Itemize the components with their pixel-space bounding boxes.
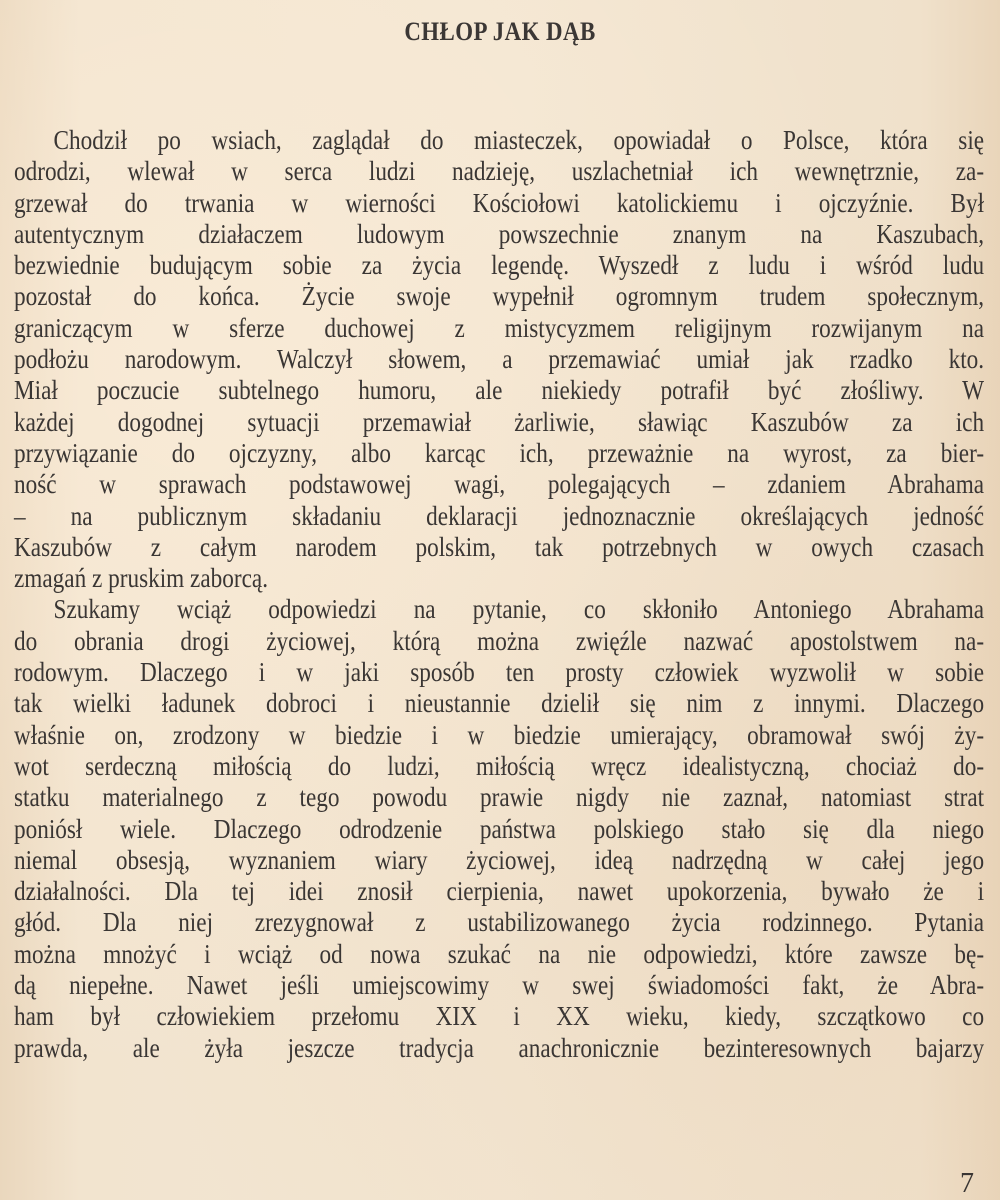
text-line: niemal obsesją, wyznaniem wiary życiowej, ideą nadrzędną w całej jego: [14, 844, 985, 875]
text-line: dą niepełne. Nawet jeśli umiejscowimy w swej świadomości fakt, że Abra-: [14, 970, 985, 1001]
text-line: do obrania drogi życiowej, którą można zwięźle nazwać apostolstwem na-: [14, 625, 985, 656]
text-line: Szukamy wciąż odpowiedzi na pytanie, co skłoniło Antoniego Abrahama: [53, 594, 985, 625]
text-line: ham był człowiekiem przełomu XIX i XX wieku, kiedy, szczątkowo co: [14, 1001, 985, 1032]
text-line: rodowym. Dlaczego i w jaki sposób ten prosty człowiek wyzwolił w sobie: [14, 657, 985, 688]
text-line: – na publicznym składaniu deklaracji jednoznacznie określających jedność: [14, 500, 985, 531]
text-line: każdej dogodnej sytuacji przemawiał żarliwie, sławiąc Kaszubów za ich: [14, 406, 985, 437]
text-line: poniósł wiele. Dlaczego odrodzenie państwa polskiego stało się dla niego: [14, 813, 985, 844]
text-line: działalności. Dla tej idei znosił cierpienia, nawet upokorzenia, bywało że i: [14, 876, 985, 907]
text-line: Kaszubów z całym narodem polskim, tak potrzebnych w owych czasach: [14, 531, 985, 562]
text-line: odrodzi, wlewał w serca ludzi nadzieję, uszlachetniał ich wewnętrznie, za-: [14, 156, 985, 187]
text-line: można mnożyć i wciąż od nowa szukać na nie odpowiedzi, które zawsze bę-: [14, 938, 985, 969]
text-line: graniczącym w sferze duchowej z mistycyzmem religijnym rozwijanym na: [14, 312, 985, 343]
text-line: Miał poczucie subtelnego humoru, ale niekiedy potrafił być złośliwy. W: [14, 375, 985, 406]
text-line: Chodził po wsiach, zaglądał do miasteczek, opowiadał o Polsce, która się: [53, 125, 985, 155]
text-line: tak wielki ładunek dobroci i nieustannie dzielił się nim z innymi. Dlaczego: [14, 688, 985, 719]
text-line: pozostał do końca. Życie swoje wypełnił ogromnym trudem społecznym,: [14, 281, 985, 312]
text-line: bezwiednie budującym sobie za życia legendę. Wyszedł z ludu i wśród ludu: [14, 250, 985, 281]
text-line: statku materialnego z tego powodu prawie nigdy nie zaznał, natomiast strat: [14, 782, 985, 813]
text-line: prawda, ale żyła jeszcze tradycja anachronicznie bezinteresownych bajarzy: [14, 1032, 985, 1063]
body-text: [14, 125, 984, 1064]
page-number: 7: [960, 1168, 974, 1199]
text-line: grzewał do trwania w wierności Kościołowi katolickiemu i ojczyźnie. Był: [14, 187, 985, 218]
text-line: właśnie on, zrodzony w biedzie i w biedzie umierający, obramował swój ży-: [14, 719, 985, 750]
text-line: przywiązanie do ojczyzny, albo karcąc ich, przeważnie na wyrost, za bier-: [14, 437, 985, 468]
chapter-title: CHŁOP JAK DĄB: [404, 17, 596, 46]
text-line: autentycznym działaczem ludowym powszechnie znanym na Kaszubach,: [14, 218, 985, 249]
text-line: wot serdeczną miłością do ludzi, miłością wręcz idealistyczną, chociaż do-: [14, 750, 985, 781]
text-line: ność w sprawach podstawowej wagi, polegających – zdaniem Abrahama: [14, 469, 985, 500]
text-line: zmagań z pruskim zaborcą.: [14, 563, 269, 594]
text-line: podłożu narodowym. Walczył słowem, a przemawiać umiał jak rzadko kto.: [14, 344, 985, 375]
text-line: głód. Dla niej zrezygnował z ustabilizowanego życia rodzinnego. Pytania: [14, 907, 985, 938]
